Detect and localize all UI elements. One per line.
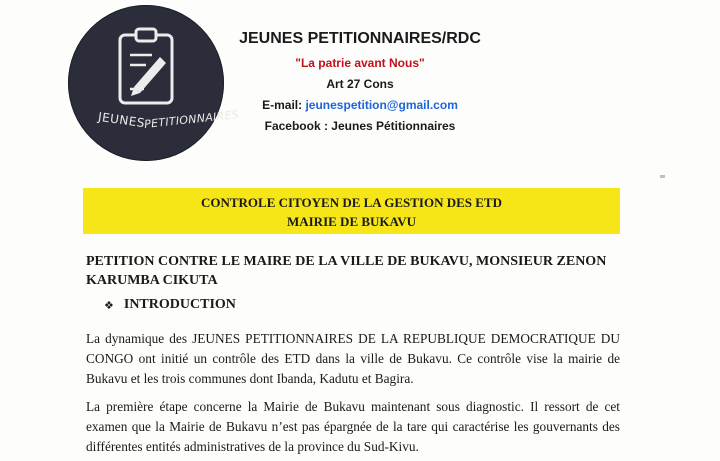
email-link[interactable]: jeunespetition@gmail.com — [305, 98, 458, 112]
subject-banner — [83, 188, 620, 234]
paragraph-1: La dynamique des JEUNES PETITIONNAIRES DE LA REPUBLIQUE DEMOCRATIQUE DU CONGO ont initié un contrôle des ETD dans la ville de Bukavu. Ce contrôle vise la mairie de Bukavu et les trois communes dont Ibanda, Kadutu et Bagira. — [86, 331, 620, 386]
organization-name: JEUNES PETITIONNAIRES/RDC — [239, 30, 481, 47]
section-heading — [104, 297, 236, 313]
email-line — [205, 98, 515, 112]
diamond-bullet-icon: ❖ — [104, 298, 114, 312]
banner-line-2: MAIRIE DE BUKAVU — [286, 214, 417, 229]
section-heading-text: INTRODUCTION — [123, 297, 236, 312]
organization-logo — [68, 5, 240, 161]
letterhead — [205, 30, 515, 140]
email-label: E-mail: — [262, 98, 306, 112]
motto: "La patrie avant Nous" — [295, 56, 425, 70]
banner-line-1: CONTROLE CITOYEN DE LA GESTION DES ETD — [200, 195, 502, 210]
clipboard-pen-icon — [110, 27, 182, 107]
logo-word-petitionnaires: PETITIONNAIRES — [143, 108, 240, 131]
paragraph-2: La première étape concerne la Mairie de Bukavu maintenant sous diagnostic. Il ressort de cet examen que la Mairie de Bukavu n’est pas épargnée de la tare qui caractérise les gouvernants des différentes entités administratives de la province du Sud-Kivu. — [86, 399, 620, 454]
scan-mark — [660, 175, 665, 178]
facebook-line: Facebook : Jeunes Pétitionnaires — [264, 119, 456, 133]
logo-word-jeunes: JEUNES — [97, 109, 146, 131]
article-reference: Art 27 Cons — [326, 77, 394, 91]
petition-title: PETITION CONTRE LE MAIRE DE LA VILLE DE BUKAVU, MONSIEUR ZENON KARUMBA CIKUTA — [86, 254, 607, 288]
